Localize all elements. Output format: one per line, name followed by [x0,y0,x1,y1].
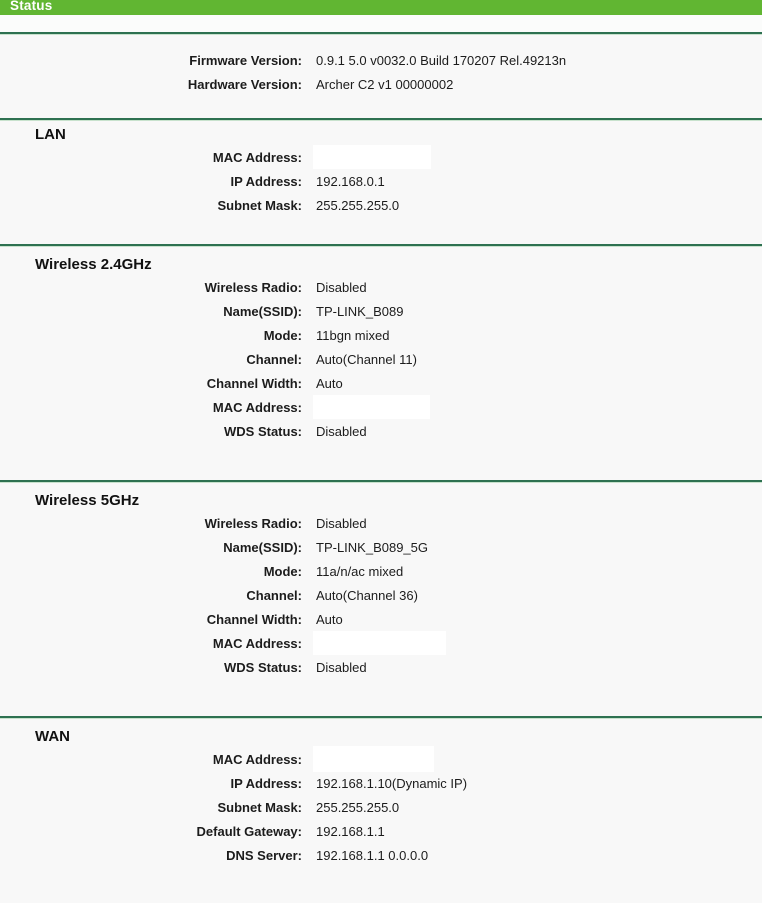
row-label: Hardware Version: [187,76,302,92]
info-row-mac-address [0,747,762,771]
row-label: WDS Status: [224,423,302,439]
section-wireless-24ghz [0,247,762,480]
row-value: 255.255.255.0 [316,799,400,815]
row-value: TP-LINK_B089 [316,303,404,319]
row-value: 11bgn mixed [316,327,390,343]
page-title: Status [10,0,53,13]
row-label: Wireless Radio: [204,515,302,531]
row-label: Subnet Mask: [217,799,302,815]
row-label: Channel Width: [206,611,302,627]
section-title-wan: WAN [35,728,70,745]
row-value: 192.168.0.1 [316,173,385,189]
info-row-firmware-version [0,48,762,72]
info-row-mac-address [0,631,762,655]
row-label: DNS Server: [226,847,302,863]
row-value: Disabled [316,423,367,439]
row-label: IP Address: [230,775,302,791]
row-label: Channel Width: [206,375,302,391]
redacted-mac-address-value [313,395,430,419]
row-value: 192.168.1.1 0.0.0.0 [316,847,429,863]
info-row-channel-width [0,371,762,395]
info-row-subnet-mask [0,193,762,217]
row-label: Mode: [263,327,302,343]
row-value: 192.168.1.10(Dynamic IP) [316,775,468,791]
section-system-info [0,35,762,118]
header-gap [0,15,762,32]
row-label: Mode: [263,563,302,579]
info-row-ip-address [0,771,762,795]
info-row-channel [0,347,762,371]
row-label: Name(SSID): [223,303,302,319]
row-value: 192.168.1.1 [316,823,385,839]
row-label: IP Address: [230,173,302,189]
row-label: Channel: [246,587,302,603]
info-row-wireless-radio [0,275,762,299]
info-row-mode [0,323,762,347]
info-row-mode [0,559,762,583]
info-row-wds-status [0,419,762,443]
row-label: MAC Address: [212,751,302,767]
info-row-ssid [0,535,762,559]
redacted-mac-address-value [313,145,431,169]
row-label: Subnet Mask: [217,197,302,213]
row-label: Channel: [246,351,302,367]
page-header-bar [0,0,762,15]
info-row-subnet-mask [0,795,762,819]
row-label: Default Gateway: [196,823,302,839]
section-lan [0,121,762,244]
info-row-default-gateway [0,819,762,843]
info-row-channel-width [0,607,762,631]
info-row-wireless-radio [0,511,762,535]
row-value: Auto(Channel 36) [316,587,418,603]
row-label: MAC Address: [212,635,302,651]
row-value: Archer C2 v1 00000002 [316,76,454,92]
row-label: Wireless Radio: [204,279,302,295]
info-row-dns-server [0,843,762,867]
redacted-mac-address-value [313,631,446,655]
row-label: Name(SSID): [223,539,302,555]
row-label: WDS Status: [224,659,302,675]
row-value: Auto(Channel 11) [316,351,417,367]
section-wan [0,719,762,898]
row-value: 11a/n/ac mixed [316,563,404,579]
row-value: TP-LINK_B089_5G [316,539,429,555]
row-value: Auto [316,611,343,627]
row-label: Firmware Version: [189,52,302,68]
row-value: 255.255.255.0 [316,197,400,213]
info-row-channel [0,583,762,607]
row-value: Auto [316,375,343,391]
redacted-mac-address-value [313,746,434,772]
row-value: Disabled [316,279,367,295]
info-row-mac-address [0,395,762,419]
info-row-ip-address [0,169,762,193]
row-label: MAC Address: [212,399,302,415]
row-value: 0.9.1 5.0 v0032.0 Build 170207 Rel.49213n [316,52,567,68]
row-label: MAC Address: [212,149,302,165]
section-title-wireless-24ghz: Wireless 2.4GHz [35,256,152,273]
info-row-wds-status [0,655,762,679]
section-title-lan: LAN [35,126,66,143]
info-row-hardware-version [0,72,762,96]
section-wireless-5ghz [0,483,762,716]
info-row-mac-address [0,145,762,169]
row-value: Disabled [316,659,367,675]
info-row-ssid [0,299,762,323]
section-title-wireless-5ghz: Wireless 5GHz [35,492,140,509]
row-value: Disabled [316,515,367,531]
